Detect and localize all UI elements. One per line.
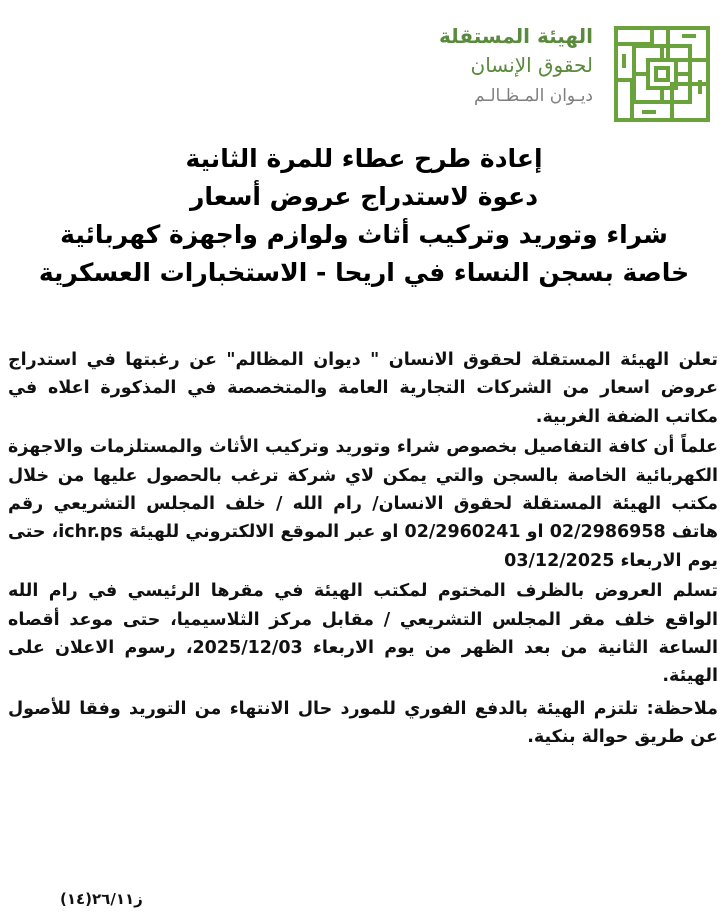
org-name-line2: لحقوق الإنسان (470, 53, 593, 77)
title-line-2: دعوة لاستدراج عروض أسعار (189, 182, 539, 211)
title-line-3: شراء وتوريد وتركيب أثاث ولوازم واجهزة كهربائية (60, 220, 668, 249)
tender-titles (10, 140, 718, 292)
title-line-4: خاصة بسجن النساء في اريحا - الاستخبارات العسكرية (38, 258, 690, 287)
paragraph-announcement: تعلن الهيئة المستقلة لحقوق الانسان " ديوان المظالم" عن رغبتها في استدراج عروض اسعار من الشركات التجارية العامة والمتخصصة في المذكورة اعلاه في مكاتب الضفة الغربية. (8, 350, 718, 427)
announcement-body (8, 346, 718, 754)
org-name-line3: ديـوان المـظـالـم (474, 86, 593, 106)
organization-name (393, 22, 593, 112)
reference-code: ز٢٦/١١(١٤) (60, 890, 143, 908)
ichr-logo-icon (612, 24, 712, 124)
title-line-1: إعادة طرح عطاء للمرة الثانية (185, 144, 543, 173)
header (0, 14, 728, 124)
paragraph-note: ملاحظة: تلتزم الهيئة بالدفع الفوري للمورد حال الانتهاء من التوريد وفقا للأصول عن طريق حوالة بنكية. (8, 698, 718, 748)
paragraph-details: علماً أن كافة التفاصيل بخصوص شراء وتوريد وتركيب الأثاث والمستلزمات والاجهزة الكهربائية الخاصة بالسجن والتي يمكن لاي شركة ترغب بالحصول عليها من خلال مكتب الهيئة المستقلة لحقوق الانسان/ رام الله / خلف المجلس التشريعي رقم هاتف 02/2986958 او 02/2960241 او عبر الموقع الالكتروني للهيئة ichr.ps، حتى يوم الاربعاء 03/12/2025 (8, 437, 719, 571)
paragraph-submission: تسلم العروض بالظرف المختوم لمكتب الهيئة في مقرها الرئيسي في رام الله الواقع خلف مقر المجلس التشريعي / مقابل مركز الثلاسيميا، حتى موعد أقصاه الساعة الثانية من بعد الظهر من يوم الاربعاء 2025/12/03، رسوم الاعلان على الهيئة. (8, 581, 718, 687)
org-name-line1: الهيئة المستقلة (439, 24, 593, 48)
